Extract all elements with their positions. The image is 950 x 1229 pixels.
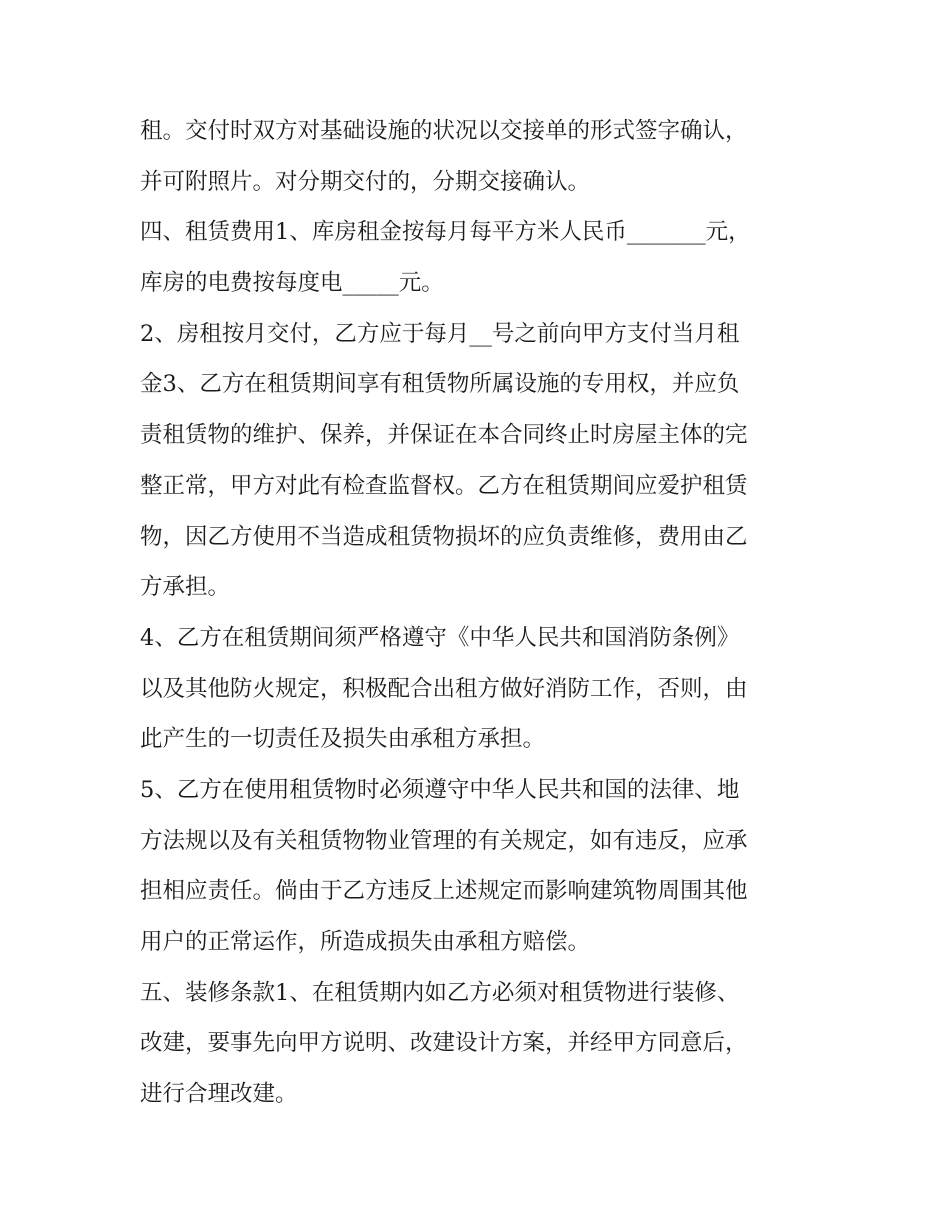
text-line: 租。交付时双方对基础设施的状况以交接单的形式签字确认， [140, 118, 748, 144]
text-line: 并可附照片。对分期交付的，分期交接确认。 [140, 168, 591, 195]
text-line: 用户的正常运作，所造成损失由承租方赔偿。 [140, 929, 591, 955]
text-line: 金3、乙方在租赁期间享有租赁物所属设施的专用权，并应负 [140, 371, 740, 398]
text-line: 库房的电费按每度电_____元。 [140, 270, 444, 297]
text-line: 5、乙方在使用租赁物时必须遵守中华人民共和国的法律、地 [140, 776, 740, 803]
text-line: 四、租赁费用1、库房租金按每月每平方米人民币_______元， [140, 219, 751, 246]
text-line: 整正常，甲方对此有检查监督权。乙方在租赁期间应爱护租赁 [140, 472, 748, 499]
text-line: 物，因乙方使用不当造成租赁物损坏的应负责维修，费用由乙 [140, 523, 748, 550]
text-line: 进行合理改建。 [140, 1081, 298, 1108]
text-line: 此产生的一切责任及损失由承租方承担。 [140, 726, 546, 753]
text-line: 责租赁物的维护、保养，并保证在本合同终止时房屋主体的完 [140, 422, 748, 449]
text-line: 以及其他防火规定，积极配合出租方做好消防工作，否则，由 [140, 675, 748, 702]
text-line: 2、房租按月交付，乙方应于每月__号之前向甲方支付当月租 [140, 320, 740, 347]
text-line: 五、装修条款1、在租赁期内如乙方必须对租赁物进行装修、 [140, 979, 740, 1006]
text-line: 方法规以及有关租赁物物业管理的有关规定，如有违反，应承 [140, 827, 748, 854]
text-line: 4、乙方在租赁期间须严格遵守《中华人民共和国消防条例》 [140, 624, 740, 651]
text-line: 改建，要事先向甲方说明、改建设计方案，并经甲方同意后， [140, 1030, 748, 1057]
text-line: 担相应责任。倘由于乙方违反上述规定而影响建筑物周围其他 [140, 878, 748, 905]
text-line: 方承担。 [140, 574, 231, 601]
contract-body-text [140, 106, 830, 1120]
